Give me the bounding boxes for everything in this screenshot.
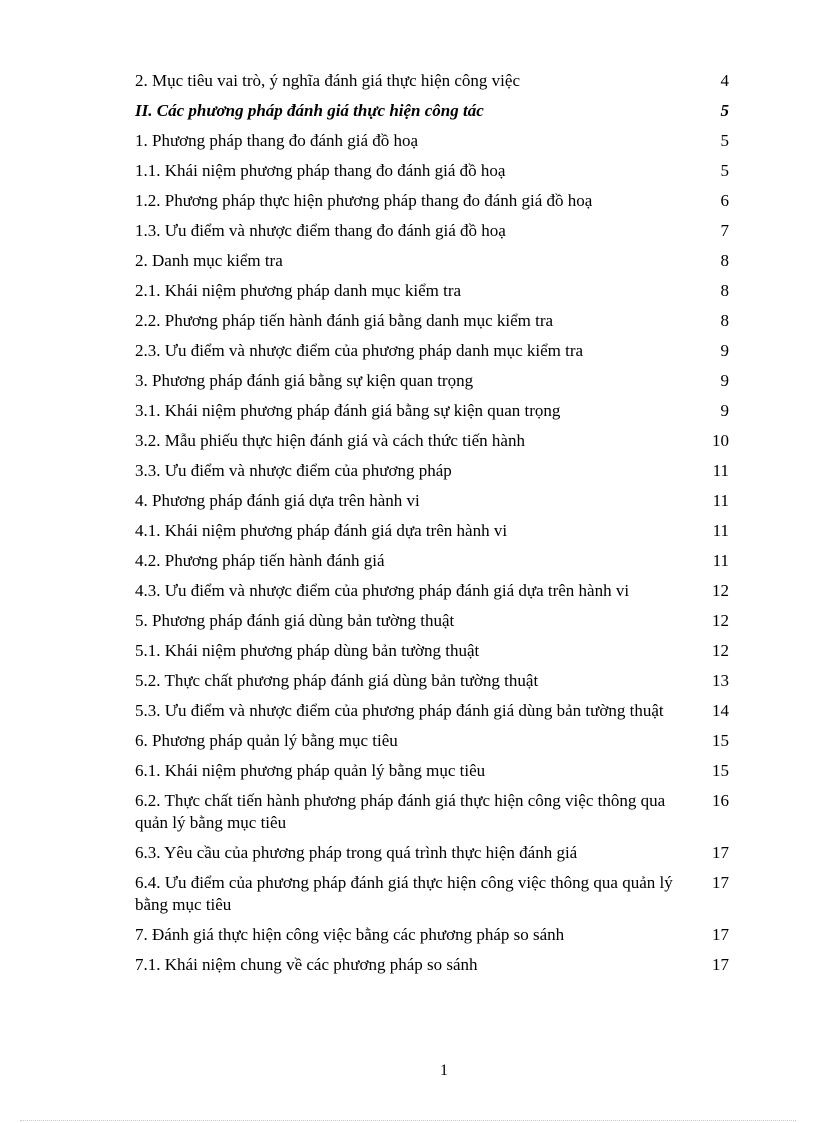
toc-entry [135, 458, 735, 488]
toc-entry-page: 11 [712, 491, 729, 510]
toc-entry-label: 6.4. Ưu điểm của phương pháp đánh giá thực hiện công việc thông qua quản lý bằng mục tiêu [135, 873, 673, 914]
toc-entry-label: 2. Mục tiêu vai trò, ý nghĩa đánh giá thực hiện công việc [135, 71, 520, 90]
toc-entry-label: 3.2. Mẫu phiếu thực hiện đánh giá và cách thức tiến hành [135, 431, 525, 450]
toc-entry-label: 6.2. Thực chất tiến hành phương pháp đánh giá thực hiện công việc thông qua quản lý bằng mục tiêu [135, 791, 666, 832]
toc-entry-label: 2.1. Khái niệm phương pháp danh mục kiểm tra [135, 281, 462, 300]
toc-entry-page: 4 [720, 71, 729, 90]
toc-entry [135, 248, 735, 278]
toc-entry [135, 548, 735, 578]
toc-entry [135, 428, 735, 458]
toc-entry [135, 278, 735, 308]
toc-entry-page: 14 [712, 701, 729, 720]
toc-entry-page: 5 [720, 161, 729, 180]
toc-entry-page: 11 [712, 461, 729, 480]
toc-entry-page: 9 [720, 401, 729, 420]
toc-entry [135, 698, 735, 728]
toc-entry [135, 668, 735, 698]
toc-entry-page: 17 [712, 843, 729, 862]
toc-entry-label: 3. Phương pháp đánh giá bằng sự kiện quan trọng [135, 371, 474, 390]
toc-entry [135, 758, 735, 788]
table-of-contents [135, 68, 735, 982]
toc-entry [135, 398, 735, 428]
toc-entry-label: 6. Phương pháp quản lý bằng mục tiêu [135, 731, 398, 750]
toc-entry-label: 1.1. Khái niệm phương pháp thang đo đánh giá đồ hoạ [135, 161, 506, 180]
toc-entry-page: 8 [720, 311, 729, 330]
page-number: 1 [440, 1062, 448, 1079]
page-bottom-divider [20, 1120, 796, 1121]
toc-entry-page: 8 [720, 251, 729, 270]
toc-entry-page: 11 [712, 521, 729, 540]
toc-entry-label: 5.2. Thực chất phương pháp đánh giá dùng bản tường thuật [135, 671, 539, 690]
toc-entry-label: 4.2. Phương pháp tiến hành đánh giá [135, 551, 385, 570]
toc-entry-page: 13 [712, 671, 729, 690]
toc-entry-label: 1.3. Ưu điểm và nhược điểm thang đo đánh giá đồ hoạ [135, 221, 506, 240]
toc-entry-page: 9 [720, 371, 729, 390]
toc-entry [135, 188, 735, 218]
toc-entry [135, 518, 735, 548]
toc-entry-label: 1.2. Phương pháp thực hiện phương pháp thang đo đánh giá đồ hoạ [135, 191, 593, 210]
toc-entry-page: 15 [712, 731, 729, 750]
toc-entry-label: 6.1. Khái niệm phương pháp quản lý bằng mục tiêu [135, 761, 486, 780]
toc-entry-page: 12 [712, 611, 729, 630]
toc-entry [135, 158, 735, 188]
toc-entry-page: 17 [712, 873, 729, 892]
toc-entry [135, 952, 735, 982]
toc-entry-page: 9 [720, 341, 729, 360]
toc-entry-label: 7. Đánh giá thực hiện công việc bằng các phương pháp so sánh [135, 925, 565, 944]
toc-entry [135, 638, 735, 668]
toc-entry [135, 488, 735, 518]
toc-entry [135, 338, 735, 368]
toc-entry-label: 2.3. Ưu điểm và nhược điểm của phương pháp danh mục kiểm tra [135, 341, 584, 360]
toc-entry [135, 728, 735, 758]
toc-entry-label: 4.3. Ưu điểm và nhược điểm của phương pháp đánh giá dựa trên hành vi [135, 581, 630, 600]
toc-entry [135, 368, 735, 398]
toc-entry-page: 7 [720, 221, 729, 240]
toc-entry [135, 870, 735, 922]
toc-entry [135, 578, 735, 608]
toc-entry-page: 5 [720, 131, 729, 150]
toc-entry-label: 3.1. Khái niệm phương pháp đánh giá bằng sự kiện quan trọng [135, 401, 561, 420]
toc-entry-label: 3.3. Ưu điểm và nhược điểm của phương pháp [135, 461, 452, 480]
toc-entry-label: 4. Phương pháp đánh giá dựa trên hành vi [135, 491, 420, 510]
toc-entry-page: 12 [712, 641, 729, 660]
toc-entry-page: 16 [712, 791, 729, 810]
toc-entry-page: 6 [720, 191, 729, 210]
toc-entry-label: 2. Danh mục kiểm tra [135, 251, 283, 270]
toc-entry-label: 7.1. Khái niệm chung về các phương pháp so sánh [135, 955, 478, 974]
toc-entry-page: 17 [712, 955, 729, 974]
toc-entry-label: 5.1. Khái niệm phương pháp dùng bản tường thuật [135, 641, 480, 660]
toc-entry-label: 2.2. Phương pháp tiến hành đánh giá bằng danh mục kiểm tra [135, 311, 554, 330]
toc-section-heading [135, 98, 735, 128]
toc-entry-label: 5. Phương pháp đánh giá dùng bản tường thuật [135, 611, 455, 630]
toc-entry [135, 68, 735, 98]
toc-entry-page: 5 [720, 101, 729, 120]
toc-entry [135, 128, 735, 158]
toc-entry-page: 17 [712, 925, 729, 944]
toc-entry-label: 1. Phương pháp thang đo đánh giá đồ hoạ [135, 131, 419, 150]
toc-entry-page: 10 [712, 431, 729, 450]
toc-entry [135, 218, 735, 248]
toc-entry [135, 608, 735, 638]
toc-entry-page: 15 [712, 761, 729, 780]
toc-entry-page: 12 [712, 581, 729, 600]
toc-entry [135, 840, 735, 870]
toc-entry [135, 308, 735, 338]
toc-entry-page: 8 [720, 281, 729, 300]
toc-entry-label: 4.1. Khái niệm phương pháp đánh giá dựa trên hành vi [135, 521, 508, 540]
toc-entry-label: 5.3. Ưu điểm và nhược điểm của phương pháp đánh giá dùng bản tường thuật [135, 701, 664, 720]
toc-entry-label: II. Các phương pháp đánh giá thực hiện công tác [135, 101, 484, 120]
toc-entry [135, 922, 735, 952]
toc-entry-page: 11 [712, 551, 729, 570]
toc-entry-label: 6.3. Yêu cầu của phương pháp trong quá trình thực hiện đánh giá [135, 843, 578, 862]
toc-entry [135, 788, 735, 840]
